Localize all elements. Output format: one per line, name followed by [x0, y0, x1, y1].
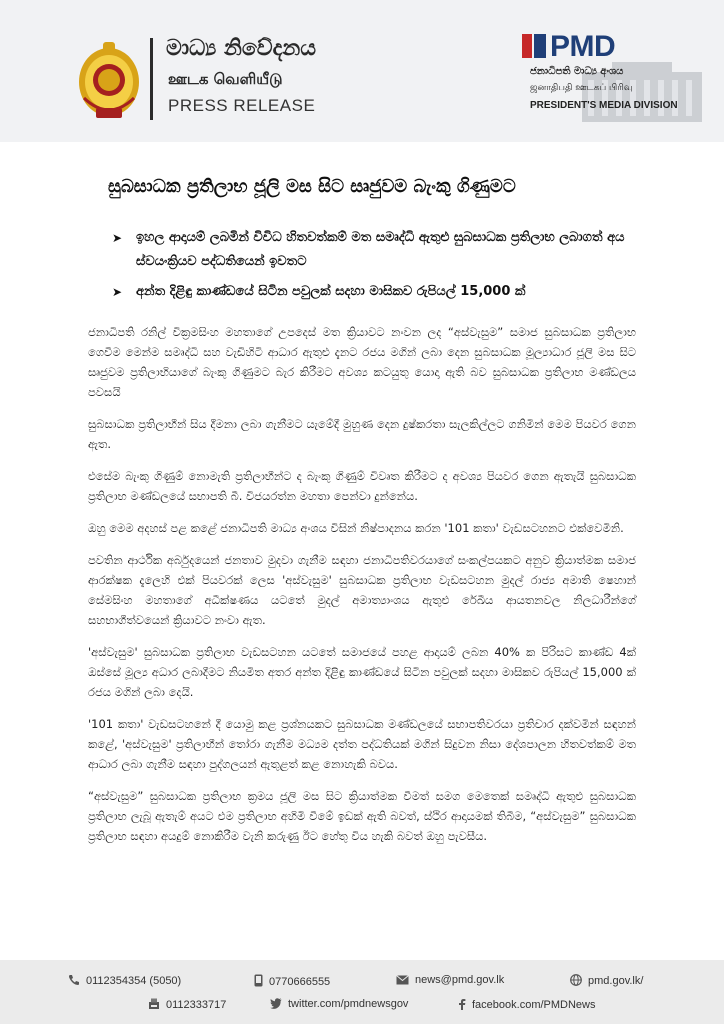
facebook-icon — [458, 998, 466, 1010]
fax-number[interactable]: 0112333717 — [166, 999, 227, 1011]
footer-mobile — [254, 974, 330, 988]
paragraph: සුබසාධක ප්‍රතිලාභීන් සිය දීමනා ලබා ගැනීමට යැමේදී මුහුණ දෙන දුෂ්කරතා සැලකිල්ලට ගනිමින් මෙම පියවර ගෙන ඇත. — [88, 417, 636, 451]
title-sinhala: මාධ්‍ය නිවේදනය — [166, 36, 317, 61]
footer-website — [570, 974, 643, 987]
title-tamil: ஊடக வெளியீடு — [168, 70, 283, 88]
facebook-link[interactable]: facebook.com/PMDNews — [472, 999, 596, 1011]
header-divider — [150, 38, 153, 120]
arrow-bullet-icon: ➤ — [112, 231, 123, 245]
paragraph: “අස්වැසුම” සුබසාධක ප්‍රතිලාභ ක්‍රමය ජූලි මස සිට ක්‍රියාත්මක වීමත් සමග මෙතෙක් සමෘද්ධි ඇතුළු සුබසාධක ප්‍රතිලාභ ලැබූ ඇතැම් අයට එම ප්‍රතිලාභ අහිමි වීමේ ඉඩක් ඇති බවත්, ස්ථිර ආදායමක් තිබීම, “අස්වැසුම” සුබසාධක ප්‍රතිලාභ සඳහා අයදුම් නොකිරීම වැනි කරුණු ඊට හේතු විය හැකි බවත් ඔහු පැවසීය. — [88, 789, 636, 843]
key-point-text: ඉහල ආදායම් ලබමින් විවිධ හිතවත්කම් මත සමෘද්ධි ඇතුළු සුබසාධක ප්‍රතිලාභ ලබාගත් අය ස්වයංක්‍රියව පද්ධතියෙන් ඉවතට — [136, 230, 625, 269]
paragraph: 'අස්වැසුම' සුබසාධක ප්‍රතිලාභ වැඩසටහන යටතේ සමාජයේ පහළ ආදායම් ලබන 40% ක පිරිසට කාණ්ඩ 4ක් ඔස්සේ මූල්‍ය අධාර ලබාදීමට නියමිත අතර අන්ත දිළිඳු කාණ්ඩයේ සිටින පවුලක් සදහා මාසිකව රුපියල් 15,000 ක් රජය මගින් ලබා දෙයි. — [88, 645, 636, 699]
article-headline: සුබසාධක ප්‍රතිලාභ ජූලි මස සිට සෘජුවම බැංකු ගිණුමට — [108, 176, 516, 197]
article-body — [88, 322, 636, 858]
key-point — [112, 280, 672, 304]
twitter-icon — [270, 998, 282, 1009]
paragraph: පවතින ආර්ථික අර්බුදයෙන් ජනතාව මුදවා ගැනීම සඳහා ජනාධිපතිවරයාගේ සංකල්පයකට අනුව ක්‍රියාත්මක සමාජ ආරක්ෂක දැලෙහි එක් පියවරක් ලෙස 'අස්වැසුම' සුබසාධක ප්‍රතිලාභ වැඩසටහන මුදල් රාජ්‍ය අමාති ෂෙහාන් සේමසිංහ මහතාගේ අධීක්ෂණය යටතේ මුදල් අමාත්‍යාංශය ඇතුළු රේඛීය ආයතනවල නිලධාරීන්ගේ සහභාගීත්වයෙන් ක්‍රියාවට නංවා ඇත. — [88, 553, 636, 627]
twitter-link[interactable]: twitter.com/pmdnewsgov — [288, 998, 409, 1010]
phone-number[interactable]: 0112354354 (5050) — [86, 975, 182, 987]
paragraph: එසේම බැංකු ගිණුම් නොමැති ප්‍රතිලාභීන්ට ද බැංකු ගිණුම් විවෘත කිරීමට ද අවශ්‍ය පියවර ගෙන ඇතැයි සුබසාධක ප්‍රතිලාභ මණ්ඩලයේ සභාපති බී. විජයරත්න මහතා පෙන්වා දුන්නේය. — [88, 469, 636, 503]
footer-twitter — [270, 998, 408, 1010]
footer-facebook — [458, 998, 596, 1011]
fax-icon — [148, 998, 160, 1010]
mobile-icon — [254, 974, 263, 987]
email-link[interactable]: news@pmd.gov.lk — [415, 974, 505, 986]
phone-icon — [68, 974, 80, 986]
email-icon — [396, 975, 409, 985]
division-tamil: ஜனாதிபதி ஊடகப் பிரிவு — [530, 83, 633, 93]
globe-icon — [570, 974, 582, 986]
key-point-text: අන්ත දිළිඳු කාණ්ඩයේ සිටින පවුලක් සදහා මාසිකව රුපියල් 15,000 ක් — [136, 284, 526, 299]
division-sinhala: ජනාධිපති මාධ්‍ය අංශය — [530, 66, 624, 77]
page-header — [0, 0, 724, 142]
title-english: PRESS RELEASE — [168, 96, 316, 115]
footer-fax — [148, 998, 226, 1011]
paragraph: ජනාධිපති රනිල් වික්‍රමසිංහ මහතාගේ උපදෙස් මත ක්‍රියාවට නංවන ලද “අස්වැසුම” සමාජ සුබසාධක ප්‍රතිලාභ ගෙවීම මෙන්ම සමෘද්ධි සහ වැඩිහිටි ආධාර ඇතුළු දැනට රජය මගින් ලබා දෙන සුබසාධක මූල්‍යාධාර ජූලි මස සිට සෘජුවම ප්‍රතිලාභියාගේ බැංකු ගිණුමට බැර කිරීමට අවශ්‍ය කටයුතු යොදා ඇති බව සුබසාධක ප්‍රතිලාභ මණ්ඩලය පවසයි — [88, 325, 636, 399]
mobile-number[interactable]: 0770666555 — [269, 976, 331, 988]
arrow-bullet-icon: ➤ — [112, 285, 123, 299]
emblem-icon — [76, 38, 142, 120]
paragraph: '101 කතා' වැඩසටහනේ දී යොමු කළ ප්‍රශ්නයකට සුබසාධක මණ්ඩලයේ සභාපතිවරයා ප්‍රතිචාර දක්වමින් සඳහන් කළේ, 'අස්වැසුම' ප්‍රතිලාභීන් තෝරා ගැනීම මධ්‍යම දත්ත පද්ධතියක් මගින් සිදුවන නිසා දේශපාලන හිතවත්කම් මත ආධාර ලබා ගැනීම සඳහා පුද්ගලයන් ඇතුළත් කළ නොහැකි බවය. — [88, 717, 636, 771]
pmd-mark-icon — [522, 34, 548, 58]
page-footer — [0, 960, 724, 1024]
website-link[interactable]: pmd.gov.lk/ — [588, 975, 644, 987]
footer-phone — [68, 974, 181, 987]
footer-email — [396, 974, 504, 986]
paragraph: ඔහු මෙම අදහස් පළ කළේ ජනාධිපති මාධ්‍ය අංශය විසින් නිෂ්පාදනය කරන '101 කතා' වැඩසටහනට එක්වෙමිනි. — [88, 521, 624, 535]
key-points — [112, 226, 672, 310]
pmd-logo-text: PMD — [550, 30, 616, 63]
division-english: PRESIDENT'S MEDIA DIVISION — [530, 100, 678, 111]
key-point — [112, 226, 672, 274]
